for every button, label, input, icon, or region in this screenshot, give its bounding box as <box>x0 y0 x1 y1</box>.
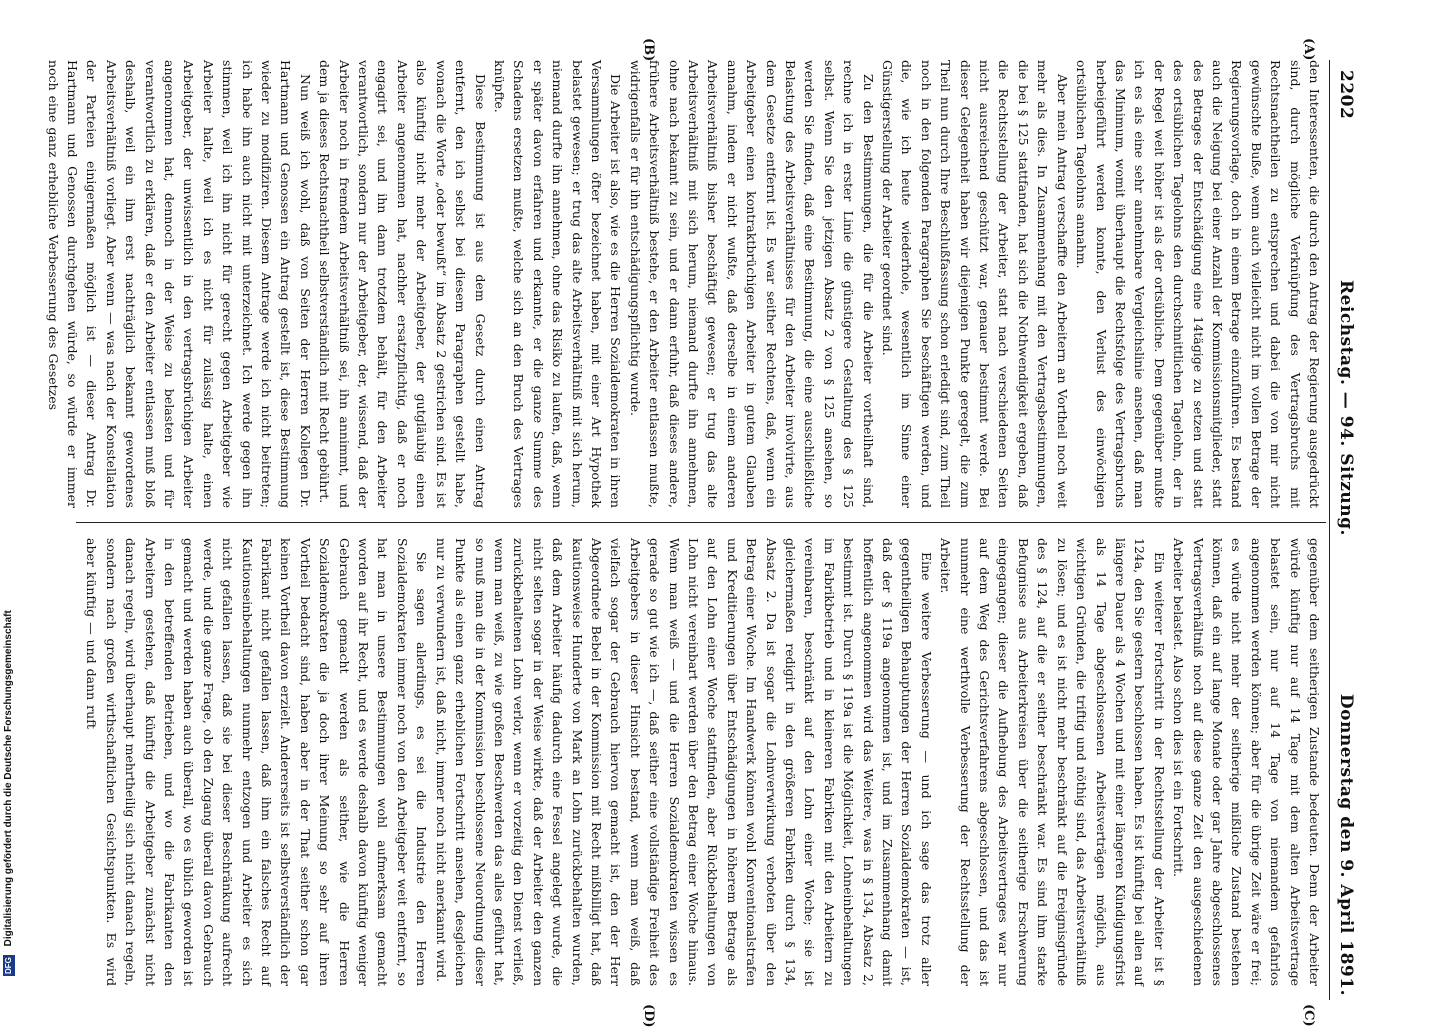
rotated-page <box>45 38 1356 1028</box>
right-paragraph-2: Ein weiterer Fortschritt in der Rechtsstellung der Arbeiter ist § 124a, den Sie gestern beschlossen haben. Es ist künftig bei allen auf längere Dauer als 4 Wochen und mit einer längeren Kündigungsfrist als 14 Tage abgeschlossenen Arbeitsverträgen möglich, aus wichtigen Gründen, die triftig und nöthig sind, das Arbeitsverhältniß zu lösen; und es ist nicht mehr beschränkt auf die Ereignisgründe des § 124, auf die er seither beschränkt war. Es sind ihm starke Befugnisse aus Arbeiterkreisen über die seitherige Erschwerung eingegangen; dieser die Aufhebung des Arbeitsvertrages war nur auf dem Weg des Gerichtsverfahrens abgeschlossen, und das ist nunmehr eine werthvolle Verbesserung der Rechtsstellung der Arbeiter. <box>938 538 1167 986</box>
left-paragraph-4: Die Arbeiter ist also, wie es die Herren Sozialdemokraten in ihren Versammlungen öfter bezeichnet haben, mit einer Art Hypothek belastet gewesen; er trug das alte Arbeitsverhältniß mit sich herum, niemand durfte ihn annehmen, ohne das Risiko zu laufen, daß, wenn er später davon erfahren und erkannte, er die ganze Summe des Schadens ersetzen mußte, welche sich an den Bruch des Vertrages knüpfte. <box>491 60 624 508</box>
header-rule <box>1329 60 1330 1000</box>
right-column <box>84 538 1324 986</box>
left-paragraph-2: Aber mein Antrag verschaffte den Arbeitern an Vortheil noch weit mehr als dies. In Zusammenhang mit den Vertragsbestimmungen, die bei § 125 stattfanden, hat sich die Nothwendigkeit ergeben, daß die Rechtsstellung der Arbeiter, statt nach verschiedenen Seiten nicht ausreichend geschützt war, genauer bestimmt werde. Bei dieser Gelegenheit haben wir diejenigen Punkte geregelt, die zum Theil nun durch Ihre Beschlußfassung schon erledigt sind, zum Theil noch in den folgenden Paragraphen Sie beschäftigen werden, und die, wie ich heute wiederhole, wesentlich im Sinne einer Günstigerstellung der Arbeiter geordnet sind. <box>880 60 1070 508</box>
left-paragraph-5: Diese Bestimmung ist aus dem Gesetz durch einen Antrag entfernt, den ich selbst bei diesem Paragraphen gestellt habe, wonach die Worte „oder bewußt“ im Absatz 2 gestrichen sind. Es ist also künftig nicht mehr der Arbeitgeber, der gutgläubig einen Arbeiter angenommen hat, nachher ersatzpflichtig, daß er noch engagirt sei, und ihn dann trotzdem behält, für den Arbeiter verantwortlich, sondern nur der Arbeitgeber, der, wissend, daß der Arbeiter noch in fremdem Arbeitsverhältniß sei, ihn annimmt, und dem ja dieses Rechtsnachtheil selbstverständlich mit Recht gebührt. <box>317 60 488 508</box>
page-header <box>1332 60 1356 1000</box>
left-column <box>45 60 1324 508</box>
margin-marker-b: (B) <box>641 38 656 62</box>
right-paragraph-3: Eine weitere Verbesserung — und ich sage das trotz aller gegentheiligen Behauptungen der Herren Sozialdemokraten — ist, daß der § 119a angenommen ist, und im Zusammenhang damit hoffentlich angenommen wird das Weitere, was in § 134, Absatz 2, bestimmt ist. Durch § 119a ist die Möglichkeit, Lohneinbehaltungen im Fabrikbetrieb und in kleineren Fabriken mit den Arbeitern zu vereinbaren, beschränkt auf den Lohn einer Woche; sie ist gleichermaßen redigirt in den größeren Fabriken durch § 134, Absatz 2. Da ist sogar die Lohnverwirkung verboten über den Betrag einer Woche. Im Handwerk können wohl Konventionalstrafen und Kreditierungen über Entschädigungen in höherem Betrage als auf den Lohn einer Woche stattfinden, aber Rückbehaltungen von Lohn nicht vereinbart werden über den Betrag einer Woche hinaus. Wenn man weiß — und die Herren Sozialdemokraten wissen es gerade so gut wie ich —, daß seither eine vollständige Freiheit des Arbeitgebers in dieser Hinsicht bestand, wenn man weiß, daß vielfach sogar der Gebrauch hiervon gemacht ist, den der Herr Abgeordnete Bebel in der Kommission mit Recht mißbilligt hat, daß kautionsweise Hunderte von Mark an Lohn zurückbehalten wurden, daß dem Arbeiter häufig dadurch eine Fessel angelegt wurde, die nicht selten sogar in der Weise wirkte, daß der Arbeiter den ganzen zurückbehaltenen Lohn verlor, wenn er vorzeitig den Dienst verließ, wenn man weiß, zu wie großen Beschwerden das alles geführt hat, so muß man die in der Kommission beschlossene Neuordnung dieser Punkte als einen ganz erheblichen Fortschritt ansehen, desgleichen nur zu verwundern ist, daß nicht, immer noch nicht anerkannt wird. <box>433 538 934 986</box>
left-paragraph-3: Zu den Bestimmungen, die für die Arbeiter vortheilhaft sind, rechne ich in erster Linie die günstigere Gestaltung des § 125 selbst. Wenn Sie den jetzigen Absatz 2 von § 125 ansehen, so werden Sie finden, daß eine Bestimmung, die eine ausschließliche Belastung des Arbeitsverhältnisses für den Arbeiter involvirte, aus dem Gesetze entfernt ist. Es war seither Rechtens, daß, wenn ein Arbeitgeber einen kontraktbrüchigen Arbeiter in gutem Glauben annahm, indem er nicht wußte, daß derselbe in einem anderen Arbeitsverhältniß bisher beschäftigt gewesen; er trug das alte Arbeitsverhältniß mit sich herum, niemand durfte ihn annehmen, ohne nach bekannt zu sein, und er dann erfuhr, daß dieses andere, frühere Arbeitsverhältniß bestehe, er den Arbeiter entlassen mußte, widrigenfalls er für ihn entschädigungspflichtig wurde. <box>627 60 876 508</box>
right-paragraph-1: gegenüber dem seitherigen Zustande bedeuten. Denn der Arbeiter würde künftig nur auf 14 Tage mit dem alten Arbeitsvertrage belastet sein, nur auf 14 Tage von niemandem gefahrlos angenommen werden können; aber für die übrige Zeit wäre er frei; es würde nicht mehr der seitherige mißliche Zustand bestehen können, daß ein auf lange Monate oder gar Jahre abgeschlossenes Vertragsverhältniß noch auf diese ganze Zeit den ausgeschiedenen Arbeiter belastet. Also schon dies ist ein Fortschritt. <box>1171 538 1322 986</box>
session-title: Reichstag. — 94. Sitzung. <box>1336 280 1356 536</box>
margin-marker-a: (A) <box>1301 38 1316 61</box>
side-credit <box>2 0 16 1000</box>
right-paragraph-4: Sie sagen allerdings, es sei die Industrie den Herren Sozialdemokraten immer noch von den Arbeitgeber weit entfernt, so hat man in unsere Bestimmungen wohl aufmerksam gemacht worden auf ihr Recht, und es werde deshalb davon künftig weniger Gebrauch gemacht werden als seither, wie die Herren Sozialdemokraten die ja doch ihrer Meinung so sehr auf ihren Vortheil bedacht sind, haben aber in der That seither schon gar keinen Vortheil davon erzielt. Andererseits ist selbstverständlich der Fabrikant nicht gefallen lassen, daß ihm ein falsches Recht auf Kautionseinbehaltungen nunmehr entzogen und Arbeiter es sich nicht gefallen lassen, daß sie bei dieser Beschränkung aufrecht werde, und die ganze Frage, ob den Zugang überall davon Gebrauch gemacht und werden haben auch überall, wo es üblich geworden ist in den betreffenden Betrieben, und wo die Fabrikanten den Arbeitern gestehen, daß künftig die Arbeitgeber zunächst nicht danach regeln, wird überhaupt mehrtheilig sich nicht danach regeln, sondern nach großen wirthschaftlichen Gesichtspunkten. Es wird aber künftig — und dann ruft <box>84 538 430 986</box>
column-divider <box>76 522 1326 523</box>
left-paragraph-6: Nun weiß ich wohl, daß von Seiten der Herren Kollegen Dr. Hartmann und Genossen ein Antrag gestellt ist, diese Bestimmung wieder zu modifiziren. Diesem Antrage werde ich nicht beitreten; ich habe ihn auch nicht mit unterzeichnet. Ich werde gegen ihn stimmen, weil ich ihn nicht für gerecht gegen Arbeitgeber wie Arbeiter halte, weil ich es nicht für zulässig halte, einen Arbeitgeber, der unwissentlich in den vertragsbrüchigen Arbeiter angenommen hat, dennoch in der Weise zu belasten und für verantwortlich zu erklären, daß er den Arbeiter entlassen muß bloß deshalb, weil ein ihm erst nachträglich bekannt gewordenes Arbeitsverhältniß vorliegt. Aber wenn — was nach der Konstellation der Parteien einigermaßen möglich ist — dieser Antrag Dr. Hartmann und Genossen durchgehen würde, so würde er immer noch eine ganz erhebliche Verbesserung des Gesetzes <box>45 60 313 508</box>
left-paragraph-1: den Interessenten, die durch den Antrag der Regierung ausgedrückt sind, durch mögliche Verknüpfung des Vertragsbruchs mit Rechtsnachtheilen zu entsprechen und dabei die von mir nicht gewünschte Buße, wenn auch vielleicht nicht im vollen Betrage der Regierungsvorlage, doch in einem Betrage einzuführen. Es bestand auch die Neigung bei einer Anzahl der Kommissionsmitglieder, statt des Betrages der Entschädigung eine 14tägige zu setzen und statt des ortsüblichen Tagelohns den durchschnittlichen Tagelohn, der in der Regel weit höher ist als der ortsübliche. Dem gegenüber mußte ich es als eine sehr annehmbare Vergleichslinie ansehen, daß man das Minimum, womit überhaupt die Rechtsfolge des Vertragsbruchs herbeigeführt werden konnte, den Verlust des einwöchigen ortsüblichen Tagelohns annahm. <box>1074 60 1322 508</box>
page-number: 2202 <box>1336 70 1356 120</box>
session-date: Donnerstag den 9. April 1891. <box>1336 693 1356 996</box>
side-credit-text: Digitalisierung gefördert durch die Deutsche Forschungsgemeinschaft <box>3 610 14 947</box>
margin-marker-d: (D) <box>641 1004 656 1028</box>
dfg-logo: DFG <box>4 957 13 974</box>
margin-marker-c: (C) <box>1301 1004 1316 1027</box>
